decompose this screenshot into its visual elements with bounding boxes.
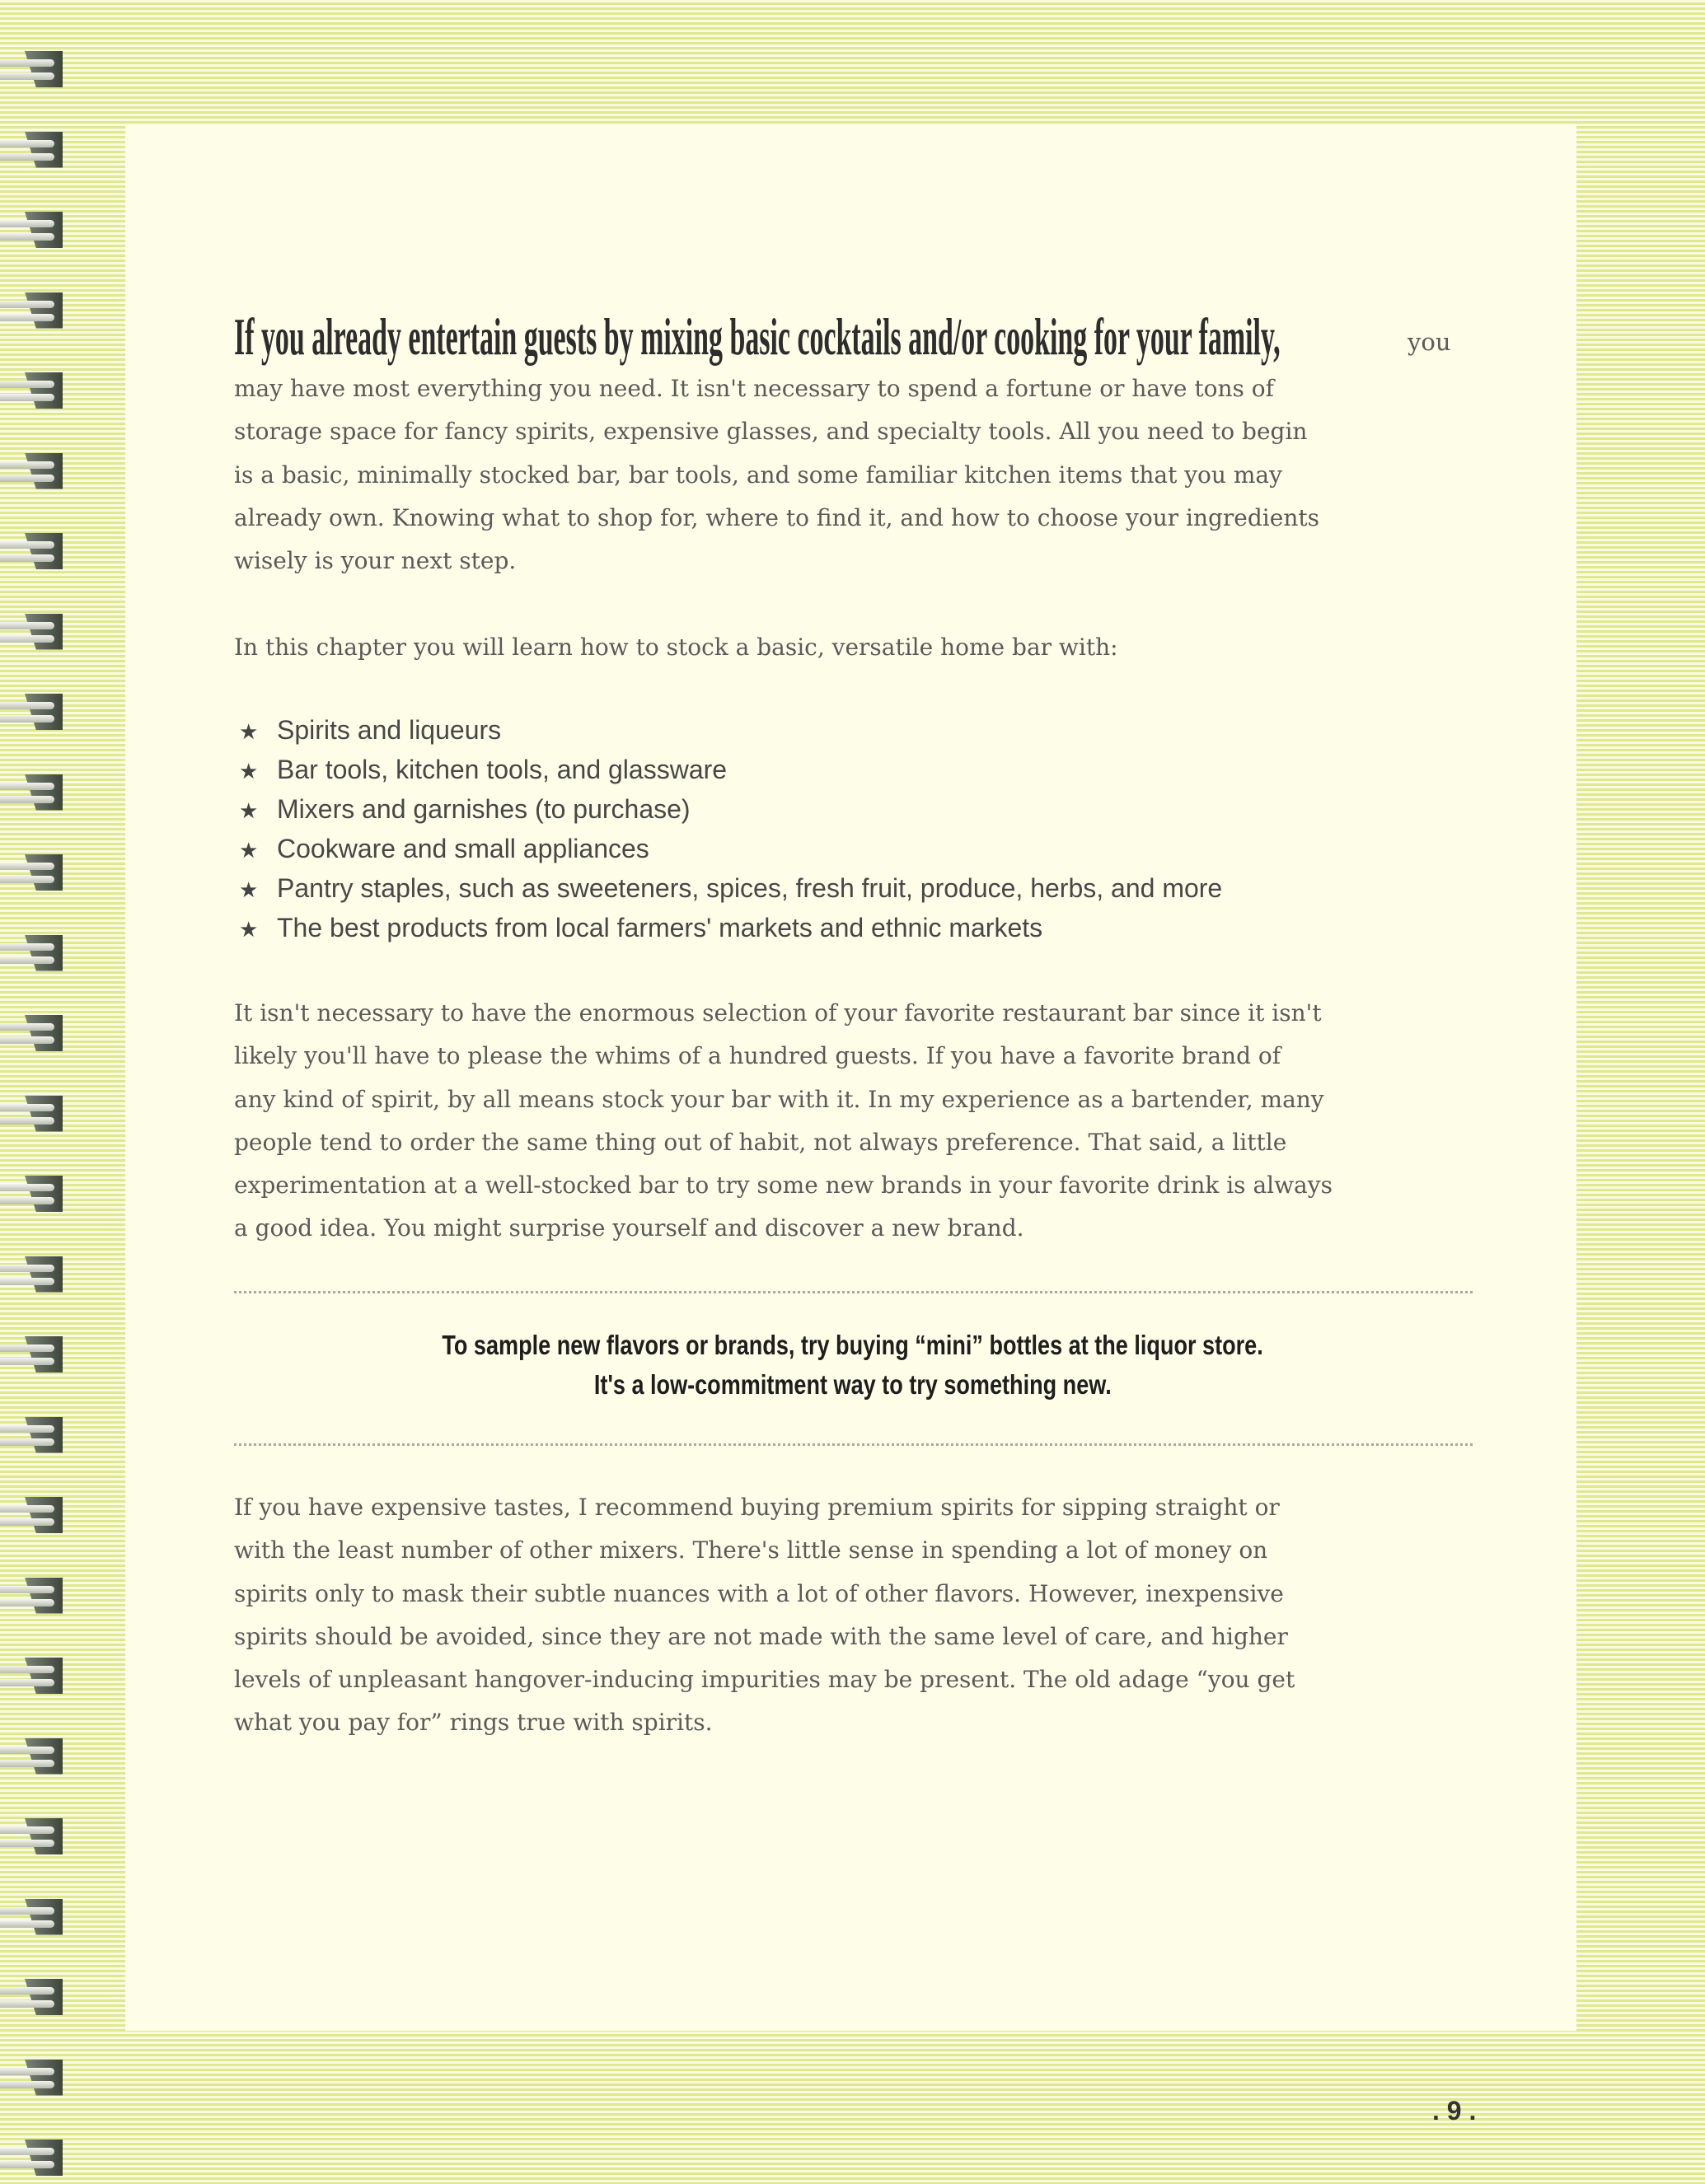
spiral-loop: [0, 935, 64, 971]
spiral-loop: [0, 453, 64, 489]
text-line: experimentation at a well-stocked bar to try some new brands in your favorite drink is always: [234, 1172, 1333, 1200]
text-line: with the least number of other mixers. There's little sense in spending a lot of money on: [234, 1536, 1268, 1564]
callout-divider-top: [234, 1291, 1473, 1293]
list-item: [239, 829, 1222, 868]
spiral-loop: [0, 2140, 64, 2176]
text-line: may have most everything you need. It isn't necessary to spend a fortune or have tons of: [234, 375, 1274, 402]
section-heading: If you already entertain guests by mixing basic cocktails and/or cooking for your family,: [234, 307, 1281, 366]
spiral-loop: [0, 1738, 64, 1775]
star-icon: ★: [239, 759, 259, 783]
text-line: levels of unpleasant hangover-inducing impurities may be present. The old adage “you get: [234, 1666, 1295, 1694]
bullet-list: [239, 710, 1222, 947]
list-item: [239, 868, 1222, 908]
spiral-loop: [0, 212, 64, 248]
list-item: [239, 908, 1222, 947]
spiral-loop: [0, 694, 64, 730]
body-paragraph: [234, 992, 1333, 1251]
text-line: If you have expensive tastes, I recommend buying premium spirits for sipping straight or: [234, 1494, 1280, 1521]
list-item: [239, 750, 1222, 789]
spiral-loop: [0, 1256, 64, 1293]
spiral-loop: [0, 1578, 64, 1614]
intro-paragraph: [234, 367, 1319, 582]
list-item-text: Cookware and small appliances: [277, 834, 649, 863]
spiral-binding: [0, 0, 66, 2184]
callout-line: To sample new flavors or brands, try buying “mini” bottles at the liquor store.: [442, 1330, 1263, 1360]
callout-divider-bottom: [234, 1443, 1473, 1446]
star-icon: ★: [239, 877, 259, 902]
text-line: It isn't necessary to have the enormous selection of your favorite restaurant bar since it isn't: [234, 999, 1322, 1027]
text-line: any kind of spirit, by all means stock your bar with it. In my experience as a bartender, many: [234, 1085, 1324, 1113]
spiral-loop: [0, 1658, 64, 1694]
star-icon: ★: [239, 838, 259, 863]
spiral-loop: [0, 1096, 64, 1132]
list-item-text: Pantry staples, such as sweeteners, spices, fresh fruit, produce, herbs, and more: [277, 873, 1223, 903]
spiral-loop: [0, 854, 64, 891]
star-icon: ★: [239, 798, 259, 823]
spiral-loop: [0, 1818, 64, 1854]
chapter-intro: In this chapter you will learn how to stock a basic, versatile home bar with:: [234, 634, 1118, 661]
spiral-loop: [0, 1176, 64, 1212]
body-paragraph: [234, 1486, 1295, 1745]
spiral-loop: [0, 614, 64, 650]
spiral-loop: [0, 1497, 64, 1533]
spiral-loop: [0, 774, 64, 811]
list-item-text: Spirits and liqueurs: [277, 715, 502, 745]
spiral-loop: [0, 292, 64, 329]
page-number: . 9 .: [1432, 2096, 1477, 2126]
text-line: spirits only to mask their subtle nuances with a lot of other flavors. However, inexpensive: [234, 1579, 1284, 1607]
list-item-text: The best products from local farmers' markets and ethnic markets: [277, 913, 1043, 942]
spiral-loop: [0, 1417, 64, 1453]
list-item-text: Mixers and garnishes (to purchase): [277, 794, 691, 824]
heading-continuation: you: [1408, 328, 1451, 356]
spiral-loop: [0, 1015, 64, 1051]
spiral-loop: [0, 372, 64, 409]
text-line: what you pay for” rings true with spirits.: [234, 1709, 713, 1737]
list-item: [239, 710, 1222, 750]
spiral-loop: [0, 2060, 64, 2096]
list-item-text: Bar tools, kitchen tools, and glassware: [277, 755, 728, 784]
text-line: is a basic, minimally stocked bar, bar tools, and some familiar kitchen items that you may: [234, 461, 1282, 489]
callout-line: It's a low-commitment way to try something new.: [593, 1369, 1112, 1400]
spiral-loop: [0, 533, 64, 569]
text-line: a good idea. You might surprise yourself and discover a new brand.: [234, 1214, 1024, 1242]
text-line: wisely is your next step.: [234, 547, 517, 575]
list-item: [239, 789, 1222, 829]
spiral-loop: [0, 1899, 64, 1935]
text-line: storage space for fancy spirits, expensive glasses, and specialty tools. All you need to begin: [234, 418, 1308, 446]
star-icon: ★: [239, 719, 259, 744]
text-line: people tend to order the same thing out of habit, not always preference. That said, a little: [234, 1128, 1287, 1156]
spiral-loop: [0, 1979, 64, 2015]
spiral-loop: [0, 132, 64, 168]
star-icon: ★: [239, 917, 259, 942]
spiral-loop: [0, 51, 64, 87]
text-line: spirits should be avoided, since they are not made with the same level of care, and higher: [234, 1622, 1288, 1650]
text-line: likely you'll have to please the whims of a hundred guests. If you have a favorite brand of: [234, 1042, 1281, 1070]
text-line: already own. Knowing what to shop for, where to find it, and how to choose your ingredients: [234, 503, 1319, 531]
